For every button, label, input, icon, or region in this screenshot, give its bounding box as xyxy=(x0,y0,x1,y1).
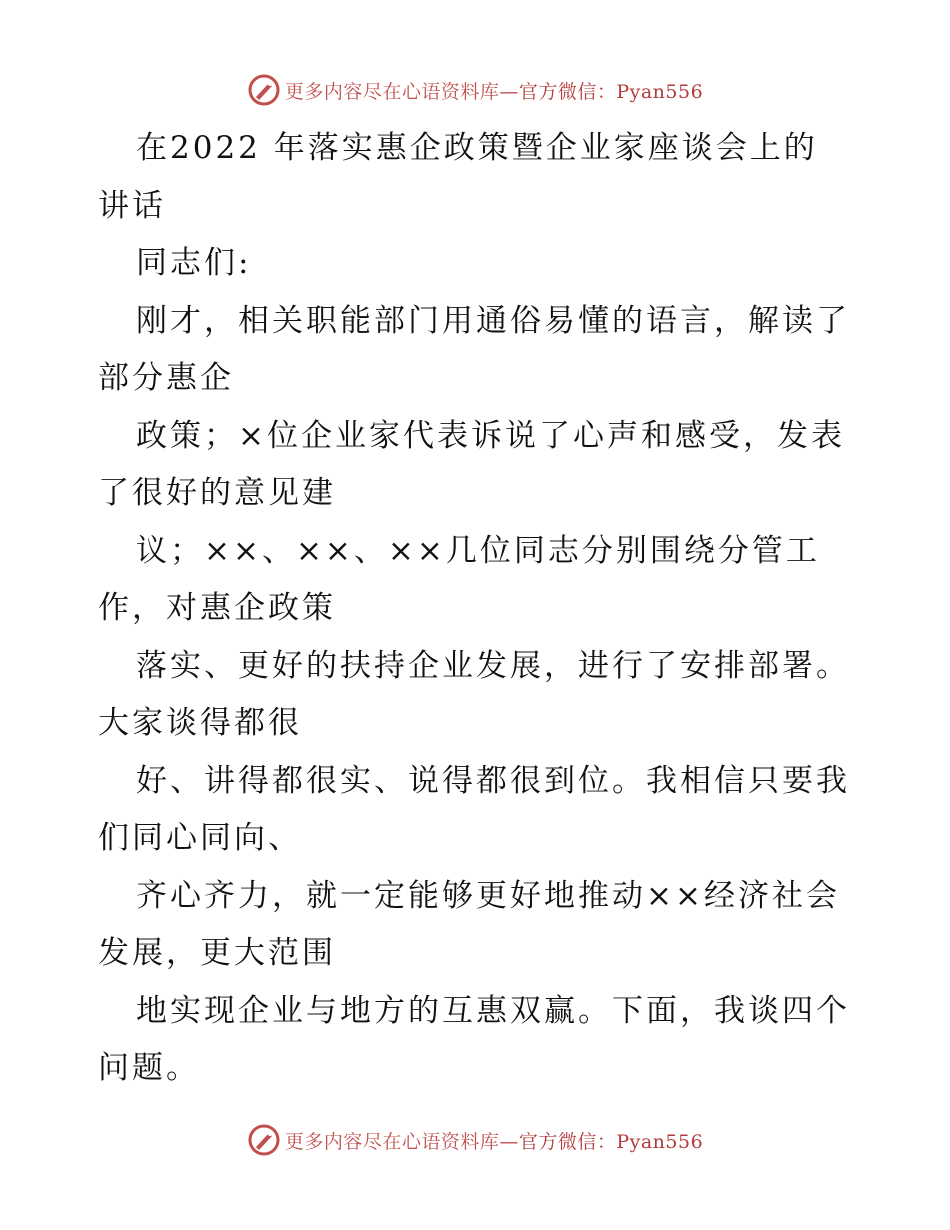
footer-banner-prefix: 更多内容尽在心语资料库— xyxy=(284,1130,519,1153)
pen-nib-logo-icon xyxy=(247,1123,281,1157)
body-paragraph: 落实、更好的扶持企业发展，进行了安排部署。 大家谈得都很 xyxy=(98,647,850,741)
body-paragraph: 政策；×位企业家代表诉说了心声和感受，发表 了很好的意见建 xyxy=(98,417,845,511)
body-paragraph: 议；××、××、××几位同志分别围绕分管工 作，对惠企政策 xyxy=(98,532,820,626)
document-title: 在2022 年落实惠企政策暨企业家座谈会上的 讲话 xyxy=(98,130,818,224)
body-paragraph: 地实现企业与地方的互惠双赢。下面，我谈四个 问题。 xyxy=(98,992,850,1086)
header-banner-wechat: 官方微信：Pyan556 xyxy=(518,80,704,103)
salutation: 同志们: xyxy=(136,245,252,281)
pen-nib-logo-icon xyxy=(247,73,281,107)
footer-banner xyxy=(0,1120,950,1160)
body-paragraph: 刚才，相关职能部门用通俗易懂的语言，解读了 部分惠企 xyxy=(98,302,850,396)
body-paragraph: 齐心齐力，就一定能够更好地推动××经济社会 发展，更大范围 xyxy=(98,877,840,971)
footer-banner-text xyxy=(285,1127,703,1154)
header-banner-text xyxy=(285,77,703,104)
header-banner-prefix: 更多内容尽在心语资料库— xyxy=(284,80,519,103)
header-banner xyxy=(0,70,950,110)
document-body xyxy=(98,120,858,1098)
footer-banner-wechat: 官方微信：Pyan556 xyxy=(518,1130,704,1153)
body-paragraph: 好、讲得都很实、说得都很到位。我相信只要我 们同心同向、 xyxy=(98,762,850,856)
